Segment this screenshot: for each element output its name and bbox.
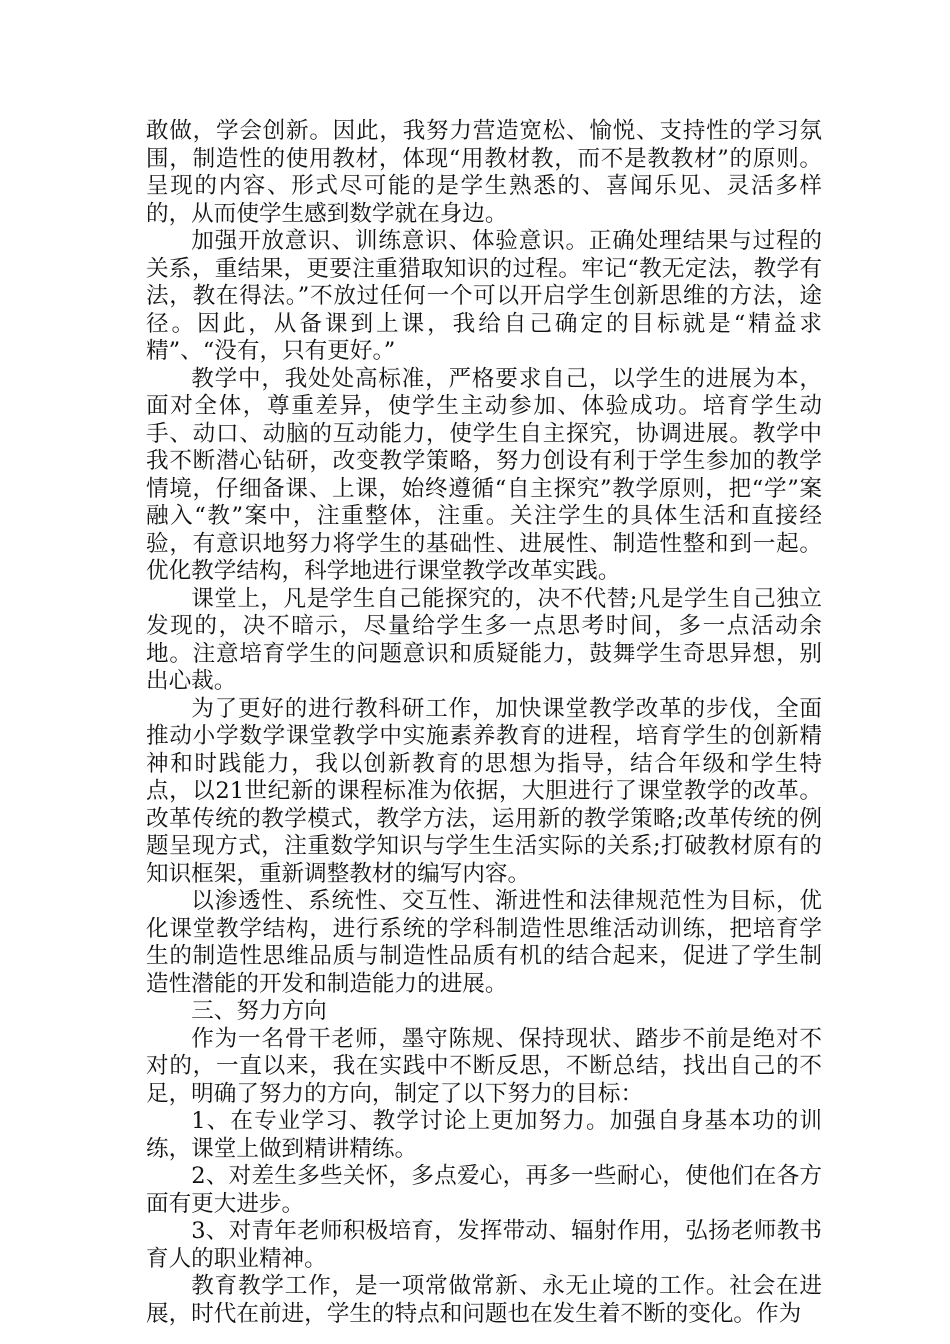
paragraph-4: 课堂上，凡是学生自己能探究的，决不代替;凡是学生自己独立发现的，决不暗示，尽量给学生多一点思考时间，多一点活动余地。注意培育学生的问题意识和质疑能力，鼓舞学生奇思异想，别出心裁。	[146, 585, 822, 694]
goal-item-1: 1、在专业学习、教学讨论上更加努力。加强自身基本功的训练，课堂上做到精讲精练。	[146, 1108, 822, 1162]
paragraph-6: 以渗透性、系统性、交互性、渐进性和法律规范性为目标，优化课堂教学结构，进行系统的学科制造性思维活动训练，把培育学生的制造性思维品质与制造性品质有机的结合起来，促进了学生制造性潜能的开发和制造能力的进展。	[146, 888, 822, 997]
document-body	[146, 118, 822, 1328]
paragraph-2: 加强开放意识、训练意识、体验意识。正确处理结果与过程的关系，重结果，更要注重猎取知识的过程。牢记“教无定法，教学有法，教在得法。”不放过任何一个可以开启学生创新思维的方法，途径。因此，从备课到上课，我给自己确定的目标就是“精益求精”、“没有，只有更好。”	[146, 228, 822, 364]
paragraph-7: 作为一名骨干老师，墨守陈规、保持现状、踏步不前是绝对不对的，一直以来，我在实践中不断反思，不断总结，找出自己的不足，明确了努力的方向，制定了以下努力的目标：	[146, 1025, 822, 1107]
paragraph-8: 教育教学工作，是一项常做常新、永无止境的工作。社会在进展，时代在前进，学生的特点和问题也在发生着不断的变化。作为	[146, 1273, 822, 1327]
goal-item-3: 3、对青年老师积极培育，发挥带动、辐射作用，弘扬老师教书育人的职业精神。	[146, 1218, 822, 1272]
paragraph-5: 为了更好的进行教科研工作，加快课堂教学改革的步伐，全面推动小学数学课堂教学中实施素养教育的进程，培育学生的创新精神和时践能力，我以创新教育的思想为指导，结合年级和学生特点，以21世纪新的课程标准为依据，大胆进行了课堂教学的改革。改革传统的教学模式，教学方法，运用新的教学策略;改革传统的例题呈现方式，注重数学知识与学生生活实际的关系;打破教材原有的知识框架，重新调整教材的编写内容。	[146, 695, 822, 887]
paragraph-3: 教学中，我处处高标准，严格要求自己，以学生的进展为本，面对全体，尊重差异，使学生主动参加、体验成功。培育学生动手、动口、动脑的互动能力，使学生自主探究，协调进展。教学中我不断潜心钻研，改变教学策略，努力创设有利于学生参加的教学情境，仔细备课、上课，始终遵循“自主探究”教学原则，把“学”案融入“教”案中，注重整体，注重。关注学生的具体生活和直接经验，有意识地努力将学生的基础性、进展性、制造性整和到一起。优化教学结构，科学地进行课堂教学改革实践。	[146, 365, 822, 584]
section-heading: 三、努力方向	[191, 998, 327, 1024]
goal-item-2: 2、对差生多些关怀，多点爱心，再多一些耐心，使他们在各方面有更大进步。	[146, 1163, 822, 1217]
paragraph-1: 敢做，学会创新。因此，我努力营造宽松、愉悦、支持性的学习氛围，制造性的使用教材，体现“用教材教，而不是教教材”的原则。呈现的内容、形式尽可能的是学生熟悉的、喜闻乐见、灵活多样的，从而使学生感到数学就在身边。	[146, 118, 822, 227]
